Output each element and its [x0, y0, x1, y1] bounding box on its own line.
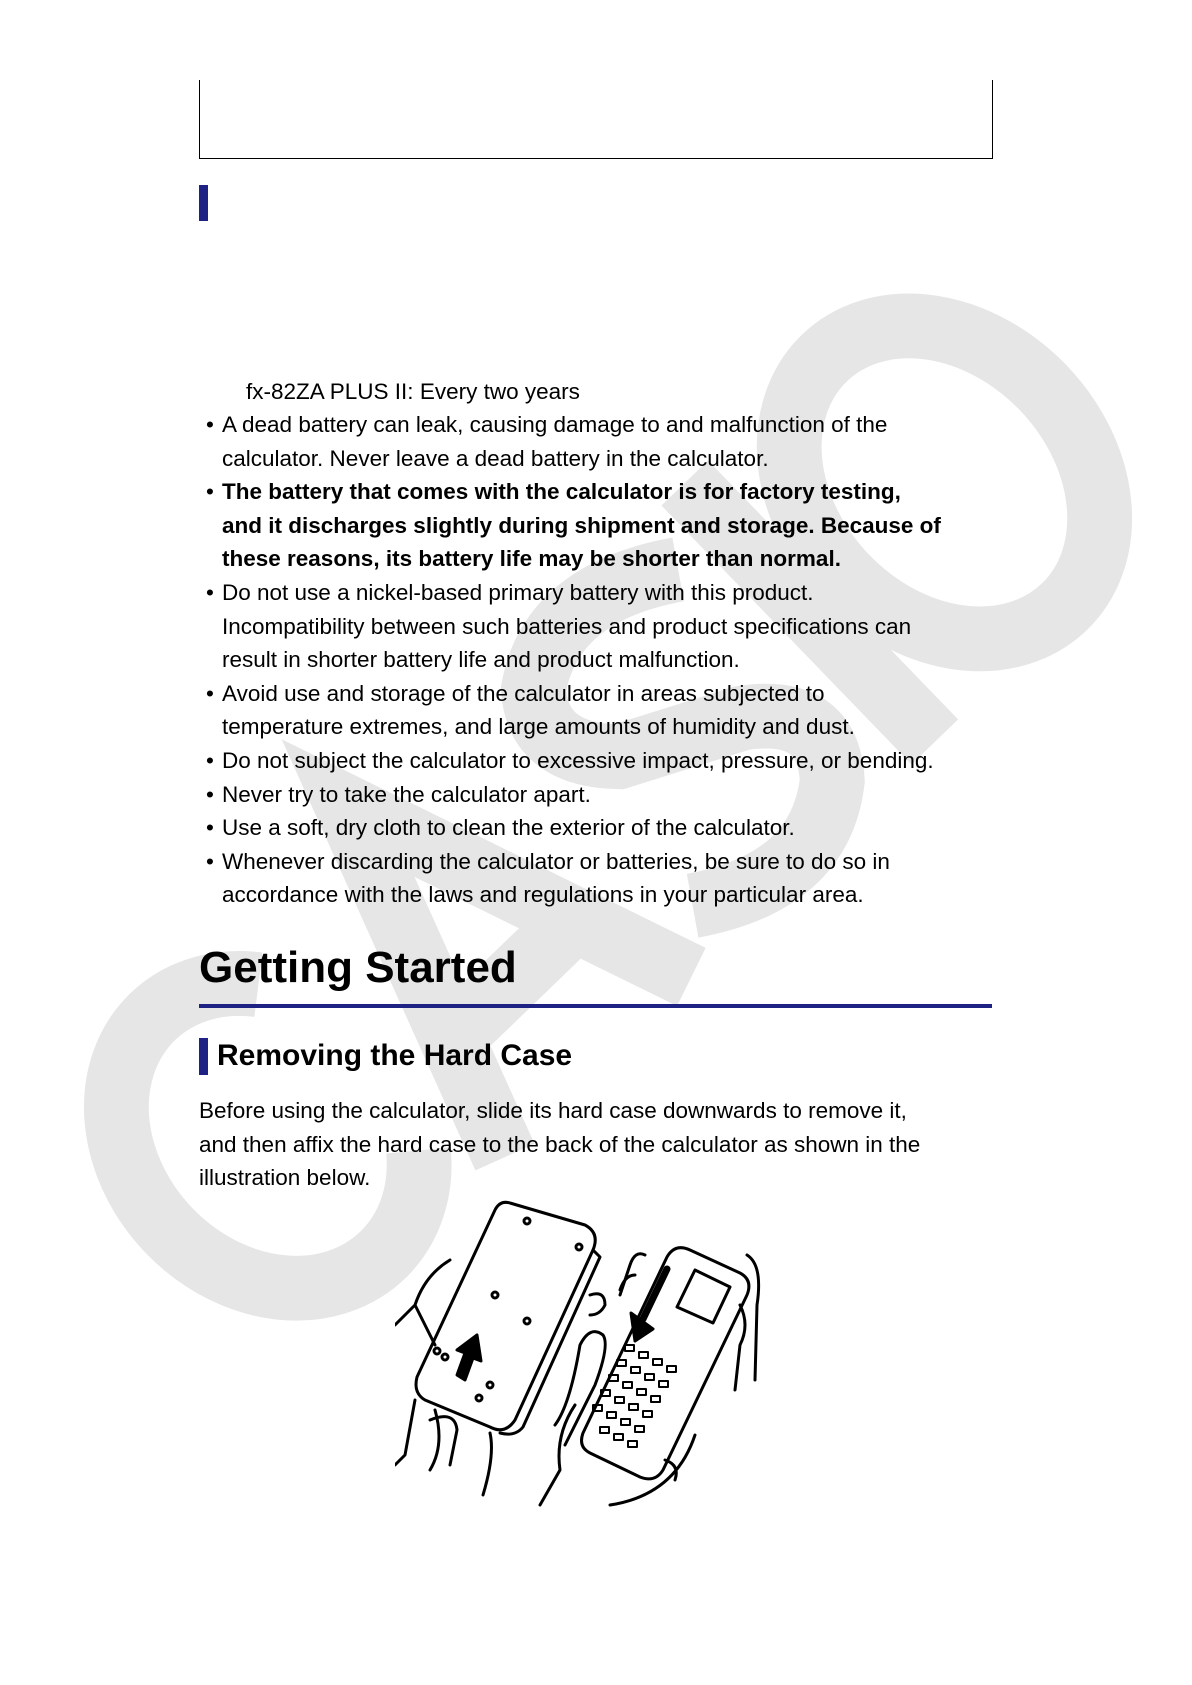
instructions-paragraph	[199, 1094, 920, 1195]
list-item-text	[222, 845, 890, 912]
list-item	[206, 677, 941, 744]
list-item-line: Do not subject the calculator to excessive impact, pressure, or bending.	[222, 747, 934, 773]
subsection-title: Removing the Hard Case	[217, 1039, 573, 1072]
list-item-text	[222, 408, 887, 475]
list-item-line: result in shorter battery life and product malfunction.	[222, 647, 740, 673]
bullet-marker: •	[206, 579, 214, 605]
hard-case-illustration	[395, 1195, 800, 1510]
list-item-text	[222, 677, 855, 744]
list-item-line: Do not use a nickel-based primary battery with this product.	[222, 579, 814, 605]
list-item-line: Whenever discarding the calculator or batteries, be sure to do so in	[222, 848, 890, 874]
paragraph-line: and then affix the hard case to the back of the calculator as shown in the	[199, 1131, 921, 1157]
list-item-text	[222, 475, 941, 576]
bullet-marker: •	[206, 815, 214, 841]
list-item	[206, 845, 941, 912]
list-item	[206, 811, 941, 845]
list-item	[206, 408, 941, 475]
subsection-accent-bar	[199, 1038, 208, 1075]
list-item-text	[222, 744, 934, 778]
list-item-line: A dead battery can leak, causing damage to and malfunction of the	[222, 412, 888, 437]
list-item-line: Incompatibility between such batteries and product specifications can	[222, 613, 912, 639]
list-item-text	[222, 576, 911, 677]
precautions-list	[206, 408, 941, 912]
list-item-line: these reasons, its battery life may be shorter than normal.	[222, 546, 841, 572]
list-item-line: Never try to take the calculator apart.	[222, 781, 591, 807]
list-item	[206, 744, 941, 778]
list-item-line: Avoid use and storage of the calculator in areas subjected to	[222, 680, 825, 706]
bullet-marker: •	[206, 479, 214, 505]
section-rule	[199, 1004, 992, 1008]
list-item	[206, 576, 941, 677]
paragraph-line: Before using the calculator, slide its hard case downwards to remove it,	[199, 1098, 907, 1123]
list-item-line: calculator. Never leave a dead battery in the calculator.	[222, 445, 769, 471]
list-item	[206, 475, 941, 576]
section-title: Getting Started	[199, 943, 517, 992]
list-item-line: temperature extremes, and large amounts of humidity and dust.	[222, 714, 855, 740]
bullet-marker: •	[206, 747, 214, 773]
list-item-line: accordance with the laws and regulations in your particular area.	[222, 882, 864, 908]
heading-accent-bar	[199, 185, 208, 221]
list-item-text	[222, 778, 591, 812]
list-item-line: and it discharges slightly during shipment and storage. Because of	[222, 512, 941, 538]
bullet-marker: •	[206, 412, 214, 437]
list-item	[206, 778, 941, 812]
bullet-marker: •	[206, 680, 214, 706]
paragraph-line: illustration below.	[199, 1165, 371, 1191]
list-item-text	[222, 811, 795, 845]
battery-life-note: fx-82ZA PLUS II: Every two years	[246, 379, 580, 404]
note-box	[199, 80, 993, 159]
bullet-marker: •	[206, 781, 214, 807]
list-item-line: The battery that comes with the calculator is for factory testing,	[222, 479, 901, 505]
bullet-marker: •	[206, 848, 214, 874]
list-item-line: Use a soft, dry cloth to clean the exterior of the calculator.	[222, 815, 795, 841]
